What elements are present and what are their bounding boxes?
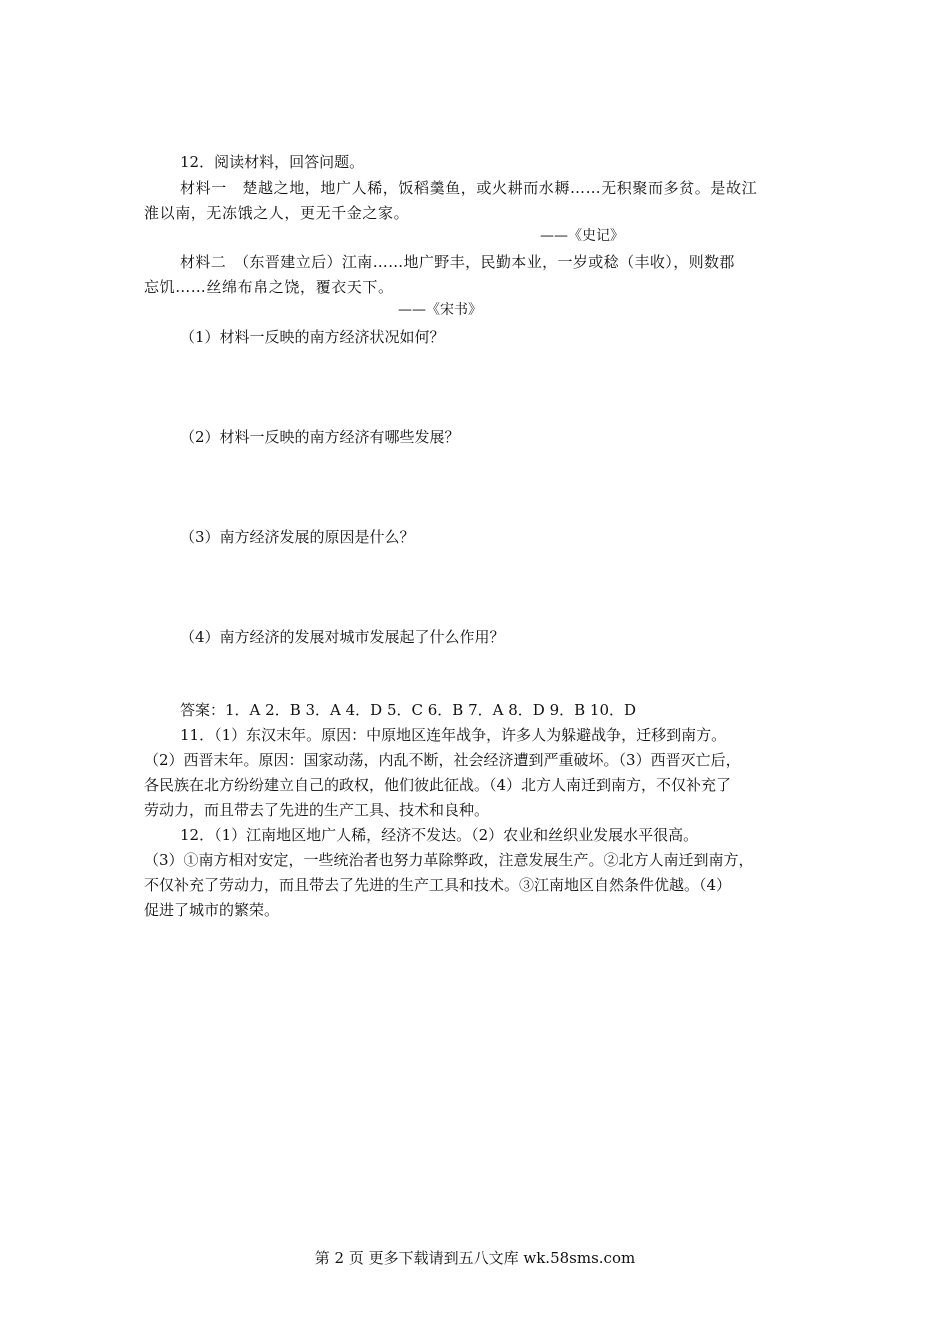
answer-11-line1: 11．（1）东汉末年。原因：中原地区连年战争，许多人为躲避战争，迁移到南方。 [180, 726, 727, 744]
material2-line2: 忘饥……丝绵布帛之饶，覆衣天下。 [144, 278, 394, 296]
answer-12-line2: （3）①南方相对安定，一些统治者也努力革除弊政，注意发展生产。②北方人南迁到南方， [144, 851, 754, 869]
answer-12-line1: 12．（1）江南地区地广人稀，经济不发达。（2）农业和丝织业发展水平很高。 [180, 826, 699, 844]
answers-mc: 答案：1．A 2．B 3．A 4．D 5．C 6．B 7．A 8．D 9．B 10．D [180, 701, 637, 719]
sub-question-1: （1）材料一反映的南方经济状况如何？ [180, 328, 445, 346]
answer-12-line4: 促进了城市的繁荣。 [144, 901, 280, 919]
answer-11-line4: 劳动力，而且带去了先进的生产工具、技术和良种。 [144, 801, 490, 819]
answer-12-line3: 不仅补充了劳动力，而且带去了先进的生产工具和技术。③江南地区自然条件优越。（4） [144, 876, 732, 894]
page-footer: 第 2 页 更多下载请到五八文库 wk.58sms.com [314, 1249, 636, 1267]
material2-source: ——《宋书》 [398, 302, 482, 318]
answer-11-line2: （2）西晋末年。原因：国家动荡，内乱不断，社会经济遭到严重破坏。（3）西晋灭亡后， [144, 751, 741, 769]
material1-line1: 材料一 楚越之地，地广人稀，饭稻羹鱼，或火耕而水耨……无积聚而多贫。是故江 [180, 179, 758, 197]
question-title: 12．阅读材料，回答问题。 [180, 153, 365, 171]
sub-question-4: （4）南方经济的发展对城市发展起了什么作用？ [180, 628, 505, 646]
sub-question-3: （3）南方经济发展的原因是什么？ [180, 528, 415, 546]
material2-line1: 材料二 （东晋建立后）江南……地广野丰，民勤本业，一岁或稔（丰收），则数郡 [180, 253, 735, 271]
material1-source: ——《史记》 [540, 228, 624, 244]
sub-question-2: （2）材料一反映的南方经济有哪些发展？ [180, 428, 460, 446]
answer-11-line3: 各民族在北方纷纷建立自己的政权，他们彼此征战。（4）北方人南迁到南方，不仅补充了 [144, 776, 732, 794]
material1-line2: 淮以南，无冻饿之人，更无千金之家。 [144, 204, 410, 222]
